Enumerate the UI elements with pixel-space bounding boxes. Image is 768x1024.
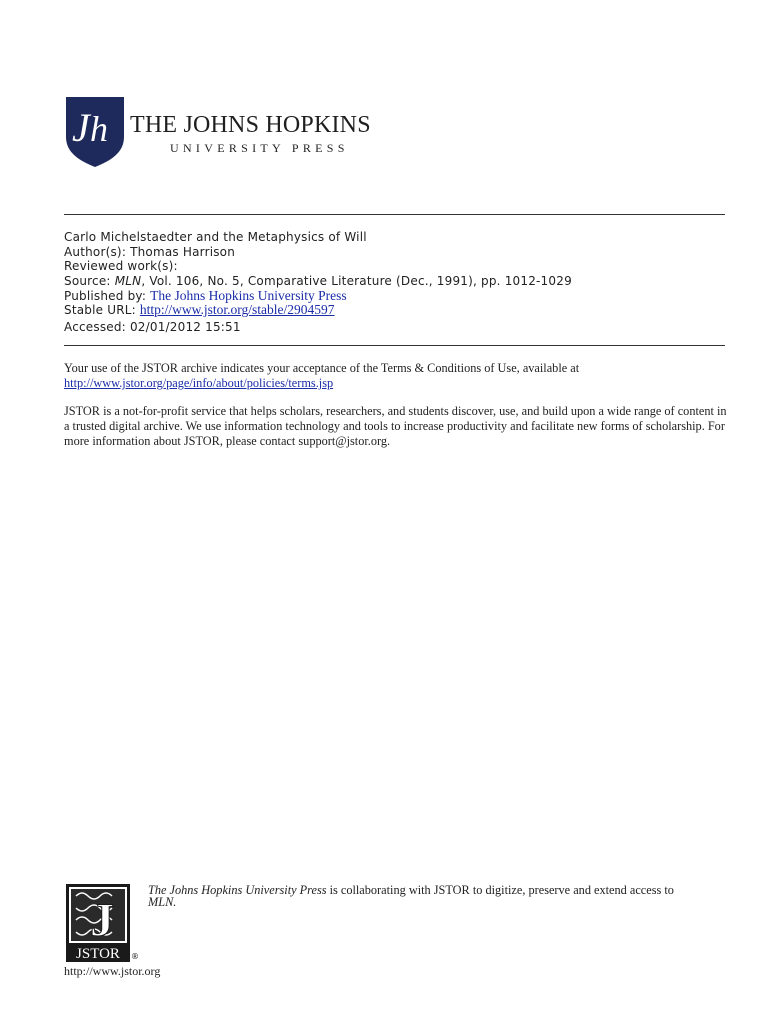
source-journal: MLN	[114, 274, 142, 288]
registered-mark: ®	[131, 952, 139, 961]
author-label: Author(s):	[64, 245, 127, 259]
collab-press: The Johns Hopkins University Press	[148, 883, 327, 897]
middle-divider	[64, 345, 725, 346]
terms-text: Your use of the JSTOR archive indicates your acceptance of the Terms & Conditions of Use, available at	[64, 361, 580, 375]
jstor-url[interactable]: http://www.jstor.org	[64, 964, 161, 978]
accessed-date: 02/01/2012 15:51	[129, 320, 241, 334]
terms-link[interactable]: http://www.jstor.org/page/info/about/policies/terms.jsp	[64, 376, 334, 390]
jstor-logo	[66, 884, 130, 962]
author-name: Thomas Harrison	[130, 245, 236, 259]
accessed-label: Accessed:	[64, 320, 126, 334]
terms-notice	[64, 361, 728, 391]
stable-url-label: Stable URL:	[64, 303, 136, 317]
source-line	[64, 274, 572, 289]
source-label: Source:	[64, 274, 111, 288]
stable-url-line	[64, 302, 335, 318]
author-line	[64, 245, 235, 260]
publisher-logo-title: THE JOHNS HOPKINS	[130, 112, 371, 138]
source-details: , Vol. 106, No. 5, Comparative Literature (Dec., 1991), pp. 1012-1029	[141, 274, 572, 288]
jstor-logo-text: JSTOR	[76, 946, 120, 962]
reviewed-works-label: Reviewed work(s):	[64, 259, 178, 273]
publisher-logo-subtitle: UNIVERSITY PRESS	[170, 141, 349, 155]
collaboration-notice	[148, 884, 728, 908]
johns-hopkins-shield-logo	[66, 97, 124, 167]
svg-text:J: J	[90, 894, 114, 947]
accessed-line	[64, 320, 241, 335]
stable-url-link[interactable]: http://www.jstor.org/stable/2904597	[139, 302, 335, 317]
collab-text: is collaborating with JSTOR to digitize, preserve and extend access to	[326, 883, 674, 897]
svg-text:J: J	[72, 105, 90, 150]
jstor-description: JSTOR is a not-for-profit service that helps scholars, researchers, and students discover, use, and build upon a wide range of content in a trusted digital archive. We use information technology and tools to increase productivity and facilitate new forms of scholarship. For more information about JSTOR, please contact support@jstor.org.	[64, 404, 727, 448]
collab-journal: MLN.	[148, 895, 177, 909]
publisher-link[interactable]: The Johns Hopkins University Press	[150, 288, 347, 303]
published-by-label: Published by:	[64, 289, 147, 303]
top-divider	[64, 214, 725, 215]
svg-text:h: h	[90, 109, 108, 149]
article-title: Carlo Michelstaedter and the Metaphysics of Will	[64, 230, 367, 244]
